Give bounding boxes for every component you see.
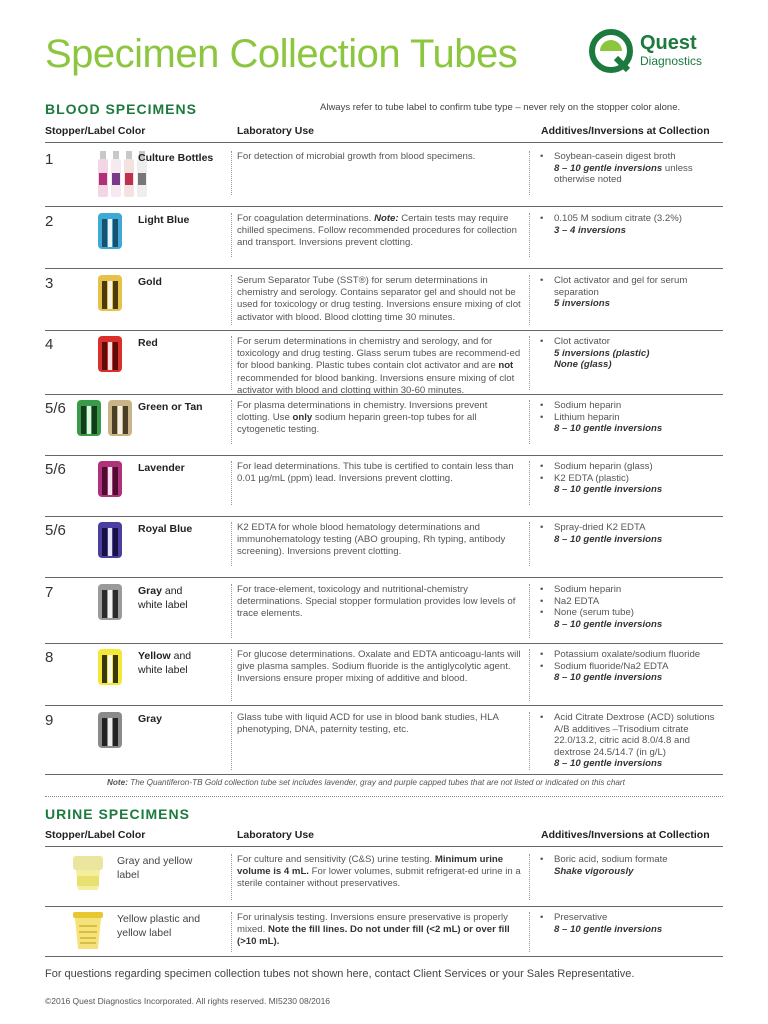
row-number: 8 <box>45 649 54 666</box>
additives: • Boric acid, sodium formate Shake vigorously <box>540 854 728 877</box>
tube-name: Lavender <box>138 462 185 474</box>
gray-tube-icon <box>97 712 123 748</box>
urine-row-1 <box>45 854 723 904</box>
lab-use: For lead determinations. This tube is certified to contain less than 0.01 µg/mL (ppm) lead. Inversions prevent clotting. <box>237 461 514 485</box>
tube-name: Red <box>138 337 158 349</box>
row-number: 7 <box>45 584 54 601</box>
additives: • Sodium heparin (glass) • K2 EDTA (plastic) 8 – 10 gentle inversions <box>540 461 728 496</box>
tube-name: Gold <box>138 276 162 288</box>
additives: • Sodium heparin • Lithium heparin 8 – 10 gentle inversions <box>540 400 728 435</box>
urine-section-title: URINE SPECIMENS <box>45 806 190 822</box>
light-blue-tube-icon <box>97 213 123 249</box>
urine-col-additives: Additives/Inversions at Collection <box>541 829 710 841</box>
tube-name: Royal Blue <box>138 523 193 535</box>
tube-name: Green or Tan <box>138 401 203 413</box>
additives: • Sodium heparin • Na2 EDTA • None (serum tube) 8 – 10 gentle inversions <box>540 584 728 630</box>
lab-use: K2 EDTA for whole blood hematology determinations and immunohematology testing (ABO grouping, Rh typing, antibody screening). Inversions prevent clotting. <box>237 522 506 558</box>
tube-name: Gray and white label <box>138 585 188 611</box>
yellow-tube-icon <box>97 649 123 685</box>
blood-row-3 <box>45 275 723 327</box>
row-number: 1 <box>45 151 54 168</box>
lab-use: For trace-element, toxicology and nutritional-chemistry determinations. Special stopper formulation provides low levels of trace elements. <box>237 584 516 620</box>
urine-row-2 <box>45 912 723 954</box>
tube-name: Gray <box>138 713 162 725</box>
blood-row-2 <box>45 213 723 263</box>
col-lab-use: Laboratory Use <box>237 125 315 137</box>
row-number: 2 <box>45 213 54 230</box>
logo-name: Quest <box>640 32 697 54</box>
tube-name: Culture Bottles <box>138 152 214 164</box>
gray-tube-icon <box>97 584 123 620</box>
lab-use: For serum determinations in chemistry and serology, and for toxicology and drug testing. Glass serum tubes are recommend-ed for blood banking. Plastic tubes contain clot activator and are not recommended for blood banking. Inversions ensure mixing of clot activator with blood and clotting within 30-60 minutes. <box>237 336 521 396</box>
blood-row-4 <box>45 336 723 396</box>
lab-use: For coagulation determinations. Note: Certain tests may require chilled specimens. Follow recommended procedures for collection and transport. Inversions prevent clotting. <box>237 213 517 249</box>
row-number: 3 <box>45 275 54 292</box>
lab-use: For detection of microbial growth from blood specimens. <box>237 151 476 162</box>
copyright: ©2016 Quest Diagnostics Incorporated. All rights reserved. MI5230 08/2016 <box>45 996 331 1006</box>
urine-col-stopper: Stopper/Label Color <box>45 829 146 841</box>
blood-row-8 <box>45 584 723 638</box>
additives: • Potassium oxalate/sodium fluoride • Sodium fluoride/Na2 EDTA 8 – 10 gentle inversions <box>540 649 728 684</box>
additives: • Acid Citrate Dextrose (ACD) solutions A/B additives –Trisodium citrate 22.0/13.2, citric acid 8.0/4.8 and dextrose 24.5/14.7 (in g/L) 8 – 10 gentle inversions <box>540 712 728 770</box>
blood-section-title: BLOOD SPECIMENS <box>45 101 197 117</box>
urine-col-lab-use: Laboratory Use <box>237 829 315 841</box>
row-number: 4 <box>45 336 54 353</box>
row-number: 9 <box>45 712 54 729</box>
blood-row-1 <box>45 151 723 201</box>
col-stopper: Stopper/Label Color <box>45 125 146 137</box>
quest-logo-icon <box>588 28 634 74</box>
green-tube-icon <box>76 400 102 436</box>
lab-use: Glass tube with liquid ACD for use in blood bank studies, HLA phenotyping, DNA, paternity testing, etc. <box>237 712 499 736</box>
additives: • Soybean-casein digest broth 8 – 10 gentle inversions unless otherwise noted <box>540 151 728 186</box>
lavender-tube-icon <box>97 461 123 497</box>
page-title: Specimen Collection Tubes <box>45 32 518 76</box>
lab-use: For urinalysis testing. Inversions ensure preservative is properly mixed. Note the fill lines. Do not under fill (<2 mL) or over fill (>10 mL). <box>237 912 510 948</box>
additives: • Clot activator and gel for serum separation 5 inversions <box>540 275 728 310</box>
urine-gray-cup-icon <box>71 856 105 892</box>
lab-use: For plasma determinations in chemistry. Inversions prevent clotting. Use only sodium heparin green-top tubes for all cytogenetic testing. <box>237 400 488 436</box>
blood-row-7 <box>45 522 723 572</box>
tube-name: Yellow plastic and yellow label <box>117 913 201 939</box>
blood-row-6 <box>45 461 723 511</box>
lab-use: For culture and sensitivity (C&S) urine testing. Minimum urine volume is 4 mL. For lower volumes, submit refrigerat-ed urine in a sterile container without preservatives. <box>237 854 521 890</box>
additives: • Preservative 8 – 10 gentle inversions <box>540 912 728 935</box>
royal-blue-tube-icon <box>97 522 123 558</box>
col-additives: Additives/Inversions at Collection <box>541 125 710 137</box>
footnote: Note: The Quantiferon-TB Gold collection tube set includes lavender, gray and purple capped tubes that are not listed or indicated on this chart <box>107 778 625 787</box>
blood-note: Always refer to tube label to confirm tube type – never rely on the stopper color alone. <box>320 102 681 113</box>
additives: • Spray-dried K2 EDTA 8 – 10 gentle inversions <box>540 522 728 545</box>
tan-tube-icon <box>107 400 133 436</box>
quest-logo <box>588 28 728 78</box>
blood-row-10 <box>45 712 723 772</box>
gold-tube-icon <box>97 275 123 311</box>
lab-use: For glucose determinations. Oxalate and EDTA anticoagu-lants will give plasma samples. Sodium fluoride is the antiglycolytic agent. Inversions ensure proper mixing of additive and blood. <box>237 649 521 685</box>
row-number: 5/6 <box>45 461 66 478</box>
tube-name: Light Blue <box>138 214 190 226</box>
lab-use: Serum Separator Tube (SST®) for serum determinations in chemistry and serology. Contains separator gel and should not be used for toxicology or drug testing. Inversions ensure mixing of clot activator with blood. Blood clotting time 30 minutes. <box>237 275 521 323</box>
additives: • Clot activator 5 inversions (plastic) None (glass) <box>540 336 728 371</box>
logo-subname: Diagnostics <box>640 54 703 68</box>
blood-row-9 <box>45 649 723 701</box>
row-number: 5/6 <box>45 400 66 417</box>
tube-name: Gray and yellow label <box>117 855 193 881</box>
row-number: 5/6 <box>45 522 66 539</box>
red-tube-icon <box>97 336 123 372</box>
blood-row-5 <box>45 400 723 450</box>
urine-yellow-cup-icon <box>71 912 105 950</box>
tube-name: Yellow and white label <box>138 650 192 676</box>
additives: • 0.105 M sodium citrate (3.2%) 3 – 4 inversions <box>540 213 728 236</box>
contact-note: For questions regarding specimen collection tubes not shown here, contact Client Services or your Sales Representative. <box>45 968 635 980</box>
